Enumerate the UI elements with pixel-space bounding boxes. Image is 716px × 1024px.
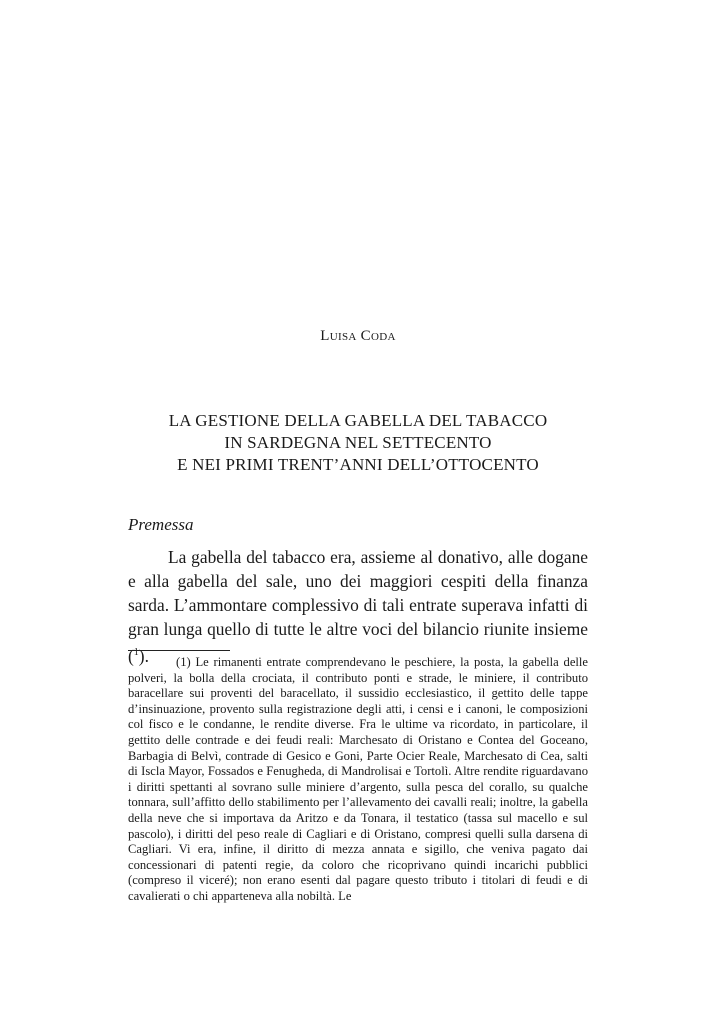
footnote-separator: [128, 650, 230, 651]
title-line-1: LA GESTIONE DELLA GABELLA DEL TABACCO: [168, 411, 548, 430]
title-line-2: IN SARDEGNA NEL SETTECENTO: [224, 433, 492, 452]
author-name: Luisa Coda: [320, 328, 396, 344]
article-title: [0, 410, 716, 476]
paragraph-end: ).: [138, 645, 149, 666]
title-line-3: E NEI PRIMI TRENT’ANNI DELL’OTTOCENTO: [177, 455, 539, 474]
footnote-text: (1) Le rimanenti entrate comprendevano le peschiere, la posta, la gabella delle polveri, la bolla della crociata, il contributo ponti e strade, le miniere, il contributo baracellare sui proventi del baracellato, il sussidio ecclesiastico, il gettito delle tappe d’insinuazione, provento sulla registrazione degli atti, i censi e i canoni, le composizioni col fisco e le condanne, le rendite diverse. Fra le ultime va ricordato, in particolare, il gettito delle contrade e dei feudi reali: Marchesato di Oristano e Contea del Goceano, Barbagia di Belvì, contrade di Gesico e Goni, Parte Ocier Reale, Marchesato di Cea, salti di Iscla Mayor, Fossados e Fenugheda, di Mandrolisai e Tortolì. Altre rendite riguardavano i diritti spettanti al sovrano sulle miniere d’argento, sulla pesca del corallo, su qualche tonnara, sull’affitto dello stabilimento per l’allevamento dei cavalli reali; inoltre, la gabella della neve che si importava da Aritzo e da Tonara, il testatico (tassa sul macello e sul pascolo), i diritti del peso reale di Cagliari e di Oristano, compresi quelli sulla darsena di Cagliari. Vi era, infine, il diritto di mezza annata e sigillo, che veniva pagato dai concessionari di patenti regie, da coloro che ricoprivano quindi incarichi pubblici (compreso il viceré); non erano esenti dal pagare questo tributo i titolari di feudi e di cavalierati o chi apparteneva alla nobiltà. Le: [128, 655, 588, 903]
paragraph-text: La gabella del tabacco era, assieme al donativo, alle dogane e alla gabella del sale, uno dei maggiori cespiti della finanza sarda. L’ammontare complessivo di tali entrate superava infatti di gran lunga quello di tutte le altre voci del bilancio riunite insieme (: [128, 547, 588, 666]
section-heading: Premessa: [128, 515, 194, 534]
footnote-reference: 1: [133, 647, 139, 658]
